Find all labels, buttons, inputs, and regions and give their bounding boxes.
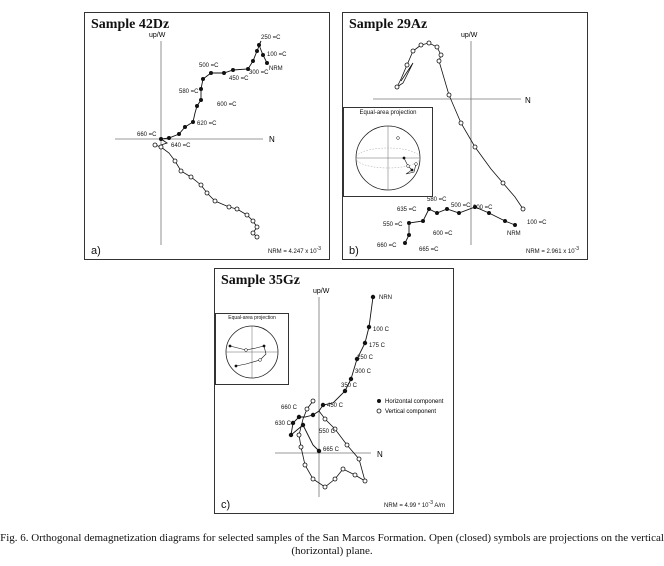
panel-c-label-665: 665 C	[323, 447, 340, 453]
panel-a-label-600: 600 =C	[217, 102, 237, 108]
panel-b-label-600: 600 =C	[433, 231, 453, 237]
panel-c-nrm: NRM = $4.99 * 10^{-3}$ A/m	[384, 500, 445, 509]
panel-c-label-660: 660 C	[281, 405, 298, 411]
figure-caption: Fig. 6. Orthogonal demagnetization diagrams for selected samples of the San Marcos Formation. Open (closed) symbols are projections on the vertical (horizontal) plane.	[0, 532, 664, 557]
panel-b-inset	[343, 107, 433, 197]
panel-b-inset-stereonet	[344, 108, 432, 196]
panel-b-label-665: 665 =C	[419, 247, 439, 253]
panel-c-inset-title: Equal-area projection	[228, 315, 276, 321]
panel-a-horizontal-path	[161, 41, 267, 145]
panel-c-axis-n-label: N	[377, 450, 383, 459]
panel-b-horizontal-points	[403, 205, 517, 245]
panel-b-label-550: 550 =C	[383, 222, 403, 228]
panel-b-label-100: 100 =C	[527, 220, 547, 226]
panel-c-label-175: 175 C	[369, 343, 386, 349]
panel-c-label-450: 450 C	[327, 403, 344, 409]
panel-b-title: Sample 29Az	[349, 17, 428, 32]
panel-c-letter: c)	[221, 499, 231, 511]
panel-c-axis-up-label: up/W	[313, 288, 330, 295]
panel-b-letter: b)	[349, 245, 359, 257]
panel-c-label-250: 250 C	[357, 355, 374, 361]
panel-a-label-nrm: NRM	[269, 66, 283, 72]
panel-b-axis-n-label: N	[525, 96, 531, 105]
panel-c-inset-stereonet	[216, 314, 288, 384]
panel-c-label-100: 100 C	[373, 327, 390, 333]
panel-a-label-300: 300 =C	[249, 70, 269, 76]
panel-a-label-450: 450 =C	[229, 76, 249, 82]
panel-b-label-580: 580 =C	[427, 197, 447, 203]
panel-a-axis-up-label: up/W	[149, 32, 166, 39]
panel-c-legend-vertical: Vertical component	[385, 409, 437, 415]
panel-a-axis-n-label: N	[269, 135, 275, 144]
panel-c	[214, 268, 454, 514]
panel-b-label-300: 300 =C	[473, 205, 493, 211]
panel-b-label-635: 635 =C	[397, 207, 417, 213]
panel-a-label-250: 250 =C	[261, 35, 281, 41]
panel-c-plot	[215, 269, 453, 513]
panel-c-label-300: 300 C	[355, 369, 372, 375]
panel-b-nrm: NRM = 2.961 x $10^{-3}$	[526, 246, 579, 255]
panel-b-label-660: 660 =C	[377, 243, 397, 249]
panel-b-inset-title: Equal-area projection	[359, 110, 417, 116]
panel-a-plot	[85, 13, 329, 259]
panel-c-label-630: 630 C	[275, 421, 292, 427]
panel-a	[84, 12, 330, 260]
panel-a-title: Sample 42Dz	[91, 17, 170, 32]
panel-a-label-620: 620 =C	[197, 121, 217, 127]
panel-a-nrm: NRM = 4.247 x $10^{-3}$	[268, 246, 321, 255]
panel-a-label-100: 100 =C	[267, 52, 287, 58]
panel-a-label-500: 500 =C	[199, 63, 219, 69]
panel-c-vertical-points	[297, 399, 367, 489]
panel-a-letter: a)	[91, 245, 101, 257]
panel-c-legend-horizontal: Horizontal component	[385, 399, 444, 405]
panel-b-axis-up-label: up/W	[461, 32, 478, 39]
panel-a-label-640: 640 =C	[171, 143, 191, 149]
panel-c-inset	[215, 313, 289, 385]
panel-a-label-660: 660 =C	[137, 132, 157, 138]
panel-c-legend	[377, 399, 444, 415]
panel-c-label-350: 350 C	[341, 383, 358, 389]
panel-b-label-500: 500 =C	[451, 203, 471, 209]
panel-a-vertical-points	[153, 143, 259, 239]
panel-c-label-nrn: NRN	[379, 295, 392, 301]
panel-c-title: Sample 35Gz	[221, 273, 300, 288]
panel-c-label-550: 550 C	[319, 429, 336, 435]
panel-b-label-nrm: NRM	[507, 231, 521, 237]
panel-a-label-580: 580 =C	[179, 89, 199, 95]
panel-b	[342, 12, 588, 260]
